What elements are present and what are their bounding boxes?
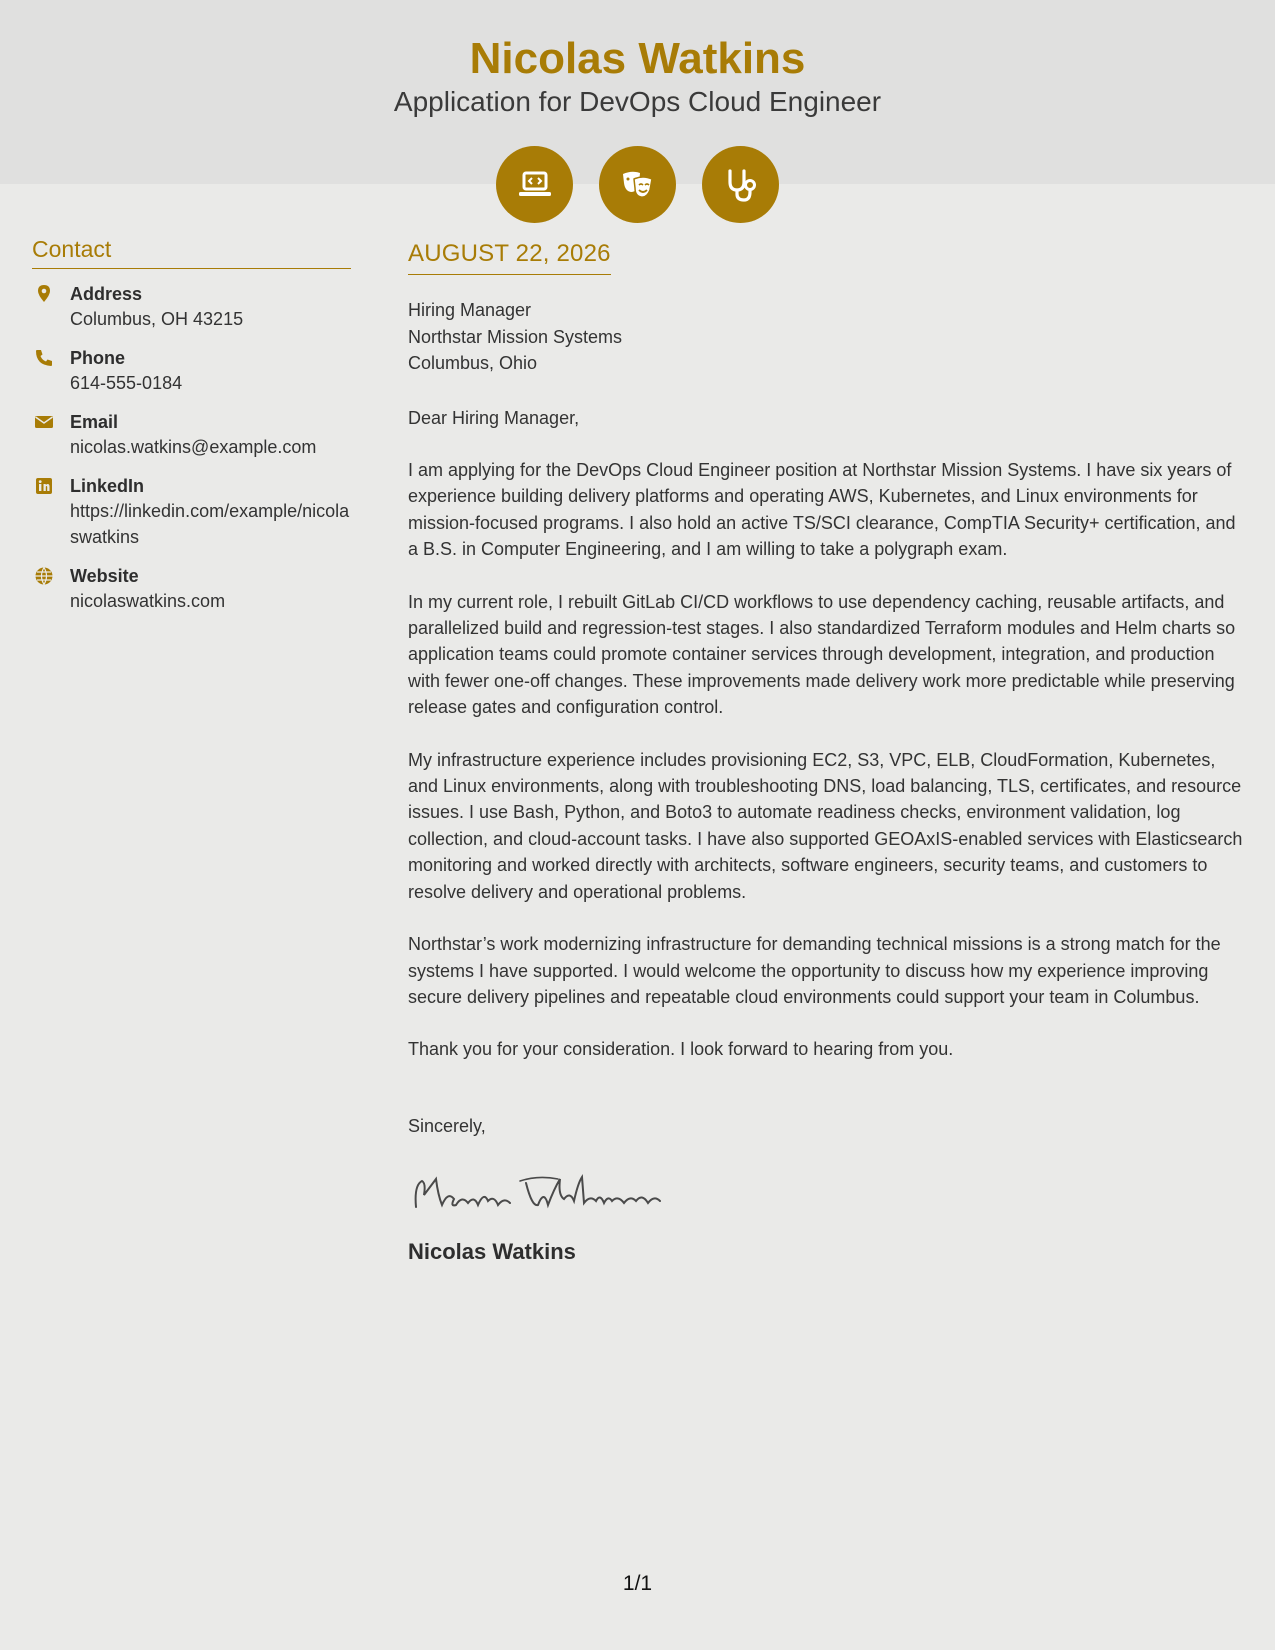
applicant-name: Nicolas Watkins [469, 34, 806, 83]
laptop-code-icon [496, 146, 573, 223]
contact-heading: Contact [32, 236, 351, 269]
map-pin-icon [32, 282, 70, 332]
contact-website [32, 564, 351, 614]
letter-date: AUGUST 22, 2026 [408, 240, 611, 275]
contact-label: Address [70, 284, 143, 304]
contact-value: Columbus, OH 43215 [70, 309, 244, 329]
phone-icon [32, 346, 70, 396]
contact-email [32, 410, 351, 460]
letter-paragraph: Thank you for your consideration. I look forward to hearing from you. [408, 1039, 954, 1060]
stethoscope-icon [702, 146, 779, 223]
letter-paragraph: Northstar’s work modernizing infrastructure for demanding technical missions is a strong match for the systems I have supported. I would welcome the opportunity to discuss how my experience improving secure delivery pipelines and repeatable cloud environments could support your team in Columbus. [408, 934, 1221, 1007]
salutation: Dear Hiring Manager, [408, 407, 580, 428]
contact-label: Email [70, 412, 119, 432]
theater-masks-icon [599, 146, 676, 223]
recipient-line: Northstar Mission Systems [408, 326, 623, 347]
contact-label: Website [70, 566, 139, 586]
closing: Sincerely, [408, 1115, 486, 1136]
contact-value[interactable]: nicolaswatkins.com [70, 591, 226, 611]
contact-label: LinkedIn [70, 476, 145, 496]
envelope-icon [32, 410, 70, 460]
signer-name: Nicolas Watkins [408, 1238, 576, 1264]
linkedin-icon [32, 474, 70, 550]
contact-value: 614-555-0184 [70, 373, 183, 393]
recipient-line: Columbus, Ohio [408, 353, 538, 373]
letter-body [408, 240, 1248, 1265]
application-subtitle: Application for DevOps Cloud Engineer [393, 86, 882, 117]
contact-phone [32, 346, 351, 396]
page-number: 1/1 [622, 1572, 653, 1595]
contact-linkedin [32, 474, 351, 550]
globe-icon [32, 564, 70, 614]
recipient-line: Hiring Manager [408, 300, 532, 320]
letter-paragraph: In my current role, I rebuilt GitLab CI/CD workflows to use dependency caching, reusable artifacts, and parallelized build and regression-test stages. I also standardized Terraform modules and Helm charts so application teams could promote container services through development, integration, and production with fewer one-off changes. These improvements made delivery work more predictable while preserving release gates and configuration control. [408, 591, 1236, 718]
contact-sidebar [32, 236, 351, 628]
contact-value[interactable]: https://linkedin.com/example/nicolaswatkins [70, 501, 350, 547]
handwritten-signature [408, 1165, 678, 1223]
contact-label: Phone [70, 348, 126, 368]
recipient-block [408, 297, 1248, 377]
letter-paragraph: I am applying for the DevOps Cloud Engineer position at Northstar Mission Systems. I have six years of experience building delivery platforms and operating AWS, Kubernetes, and Linux environments for mission-focused programs. I also hold an active TS/SCI clearance, CompTIA Security+ certification, and a B.S. in Computer Engineering, and I am willing to take a polygraph exam. [408, 460, 1236, 560]
letter-paragraph: My infrastructure experience includes provisioning EC2, S3, VPC, ELB, CloudFormation, Kubernetes, and Linux environments, along with troubleshooting DNS, load balancing, TLS, certificates, and resource issues. I use Bash, Python, and Boto3 to automate readiness checks, environment validation, log collection, and cloud-account tasks. I have also supported GEOAxIS-enabled services with Elasticsearch monitoring and worked directly with architects, software engineers, security teams, and customers to resolve delivery and operational problems. [408, 749, 1243, 902]
contact-value[interactable]: nicolas.watkins@example.com [70, 437, 317, 457]
contact-address [32, 282, 351, 332]
